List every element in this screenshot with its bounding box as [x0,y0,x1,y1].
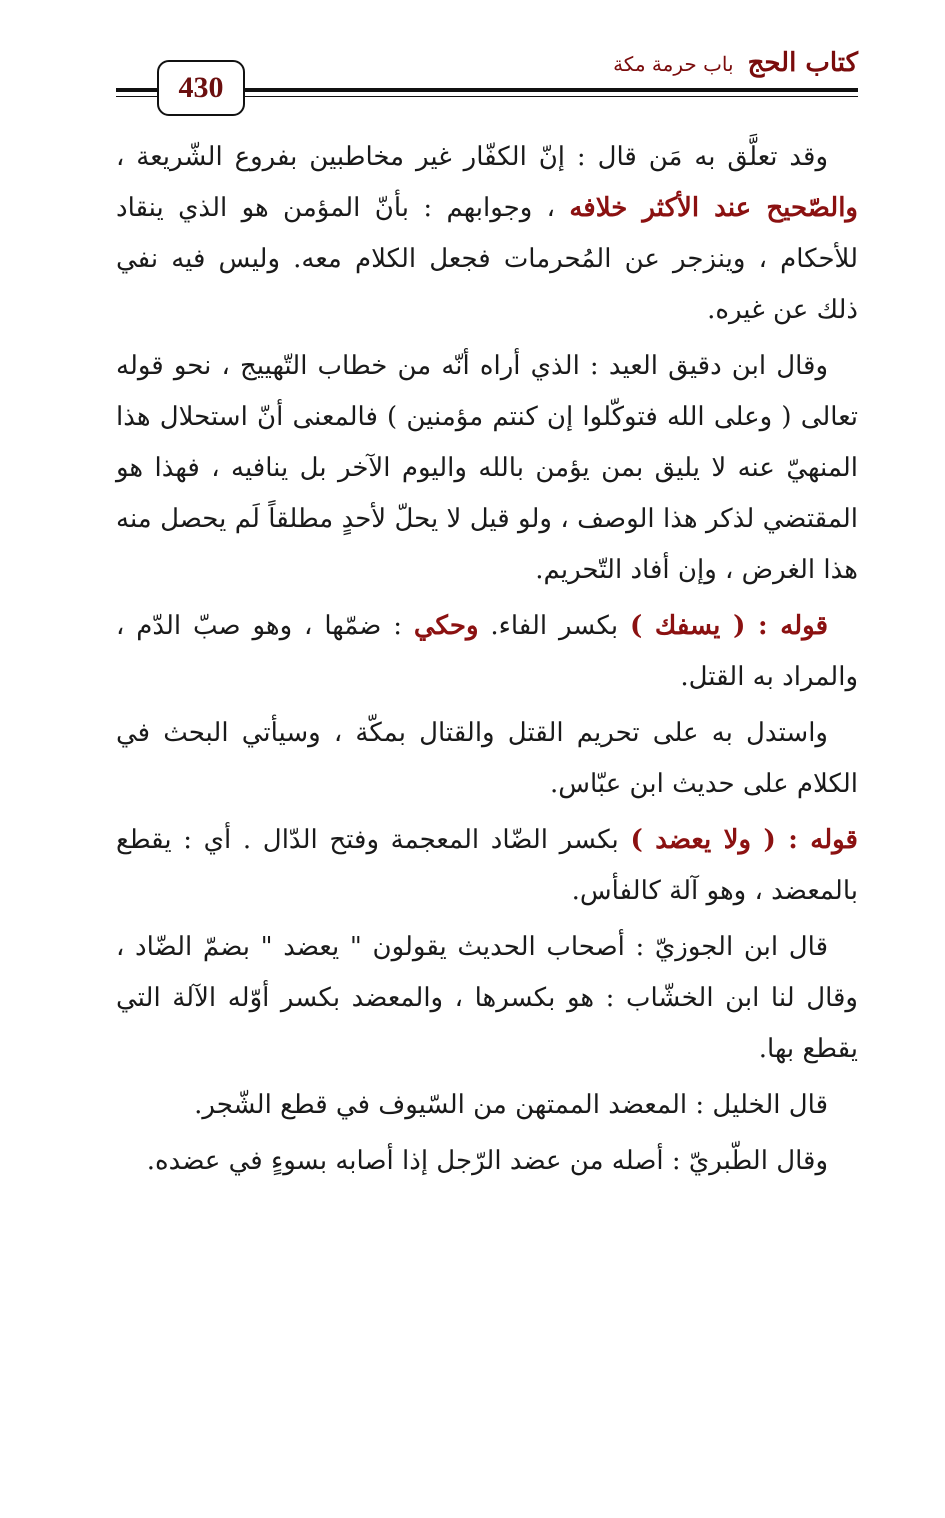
page-header [0,0,945,140]
paragraph-3: قوله : ( يسفك ) بكسر الفاء. وحكي : ضمّها ، وهو صبّ الدّم ، والمراد به القتل. [116,611,858,692]
highlighted-word: وحكي [413,611,479,641]
highlighted-phrase: والصّحيح عند الأكثر خلافه [569,193,858,223]
running-head [613,48,858,78]
quote-lemma: قوله : ( يسفك ) [629,611,829,641]
page-number: 430 [157,60,245,116]
body-text [116,132,858,1192]
paragraph-4: واستدل به على تحريم القتل والقتال بمكّة ، وسيأتي البحث في الكلام على حديث ابن عبّاس. [116,718,858,799]
quote-lemma: قوله : ( ولا يعضد ) [630,825,858,855]
book-title: كتاب الحج [747,48,858,78]
paragraph-1: وقد تعلَّق به مَن قال : إنّ الكفّار غير مخاطبين بفروع الشّريعة ، والصّحيح عند الأكثر خلافه ، وجوابهم : بأنّ المؤمن هو الذي ينقاد للأحكام ، وينزجر عن المُحرمات فجعل الكلام معه. وليس فيه نفي ذلك عن غيره. [116,142,858,325]
paragraph-2: وقال ابن دقيق العيد : الذي أراه أنّه من خطاب التّهييج ، نحو قوله تعالى ( وعلى الله فتوكّلوا إن كنتم مؤمنين ) فالمعنى أنّ استحلال هذا المنهيّ عنه لا يليق بمن يؤمن بالله واليوم الآخر بل ينافيه ، فهذا هو المقتضي لذكر هذا الوصف ، ولو قيل لا يحلّ لأحدٍ مطلقاً لَم يحصل منه هذا الغرض ، وإن أفاد التّحريم. [116,351,858,585]
chapter-title: باب حرمة مكة [613,52,734,76]
paragraph-7: قال الخليل : المعضد الممتهن من السّيوف في قطع الشّجر. [194,1090,828,1120]
paragraph-8: وقال الطّبريّ : أصله من عضد الرّجل إذا أصابه بسوءٍ في عضده. [146,1146,828,1176]
paragraph-5: قوله : ( ولا يعضد ) بكسر الضّاد المعجمة وفتح الدّال . أي : يقطع بالمعضد ، وهو آلة كالفأس. [116,825,858,906]
paragraph-6: قال ابن الجوزيّ : أصحاب الحديث يقولون " يعضد " بضمّ الضّاد ، وقال لنا ابن الخشّاب : هو بكسرها ، والمعضد بكسر أوّله الآلة التي يقطع بها. [116,932,858,1064]
